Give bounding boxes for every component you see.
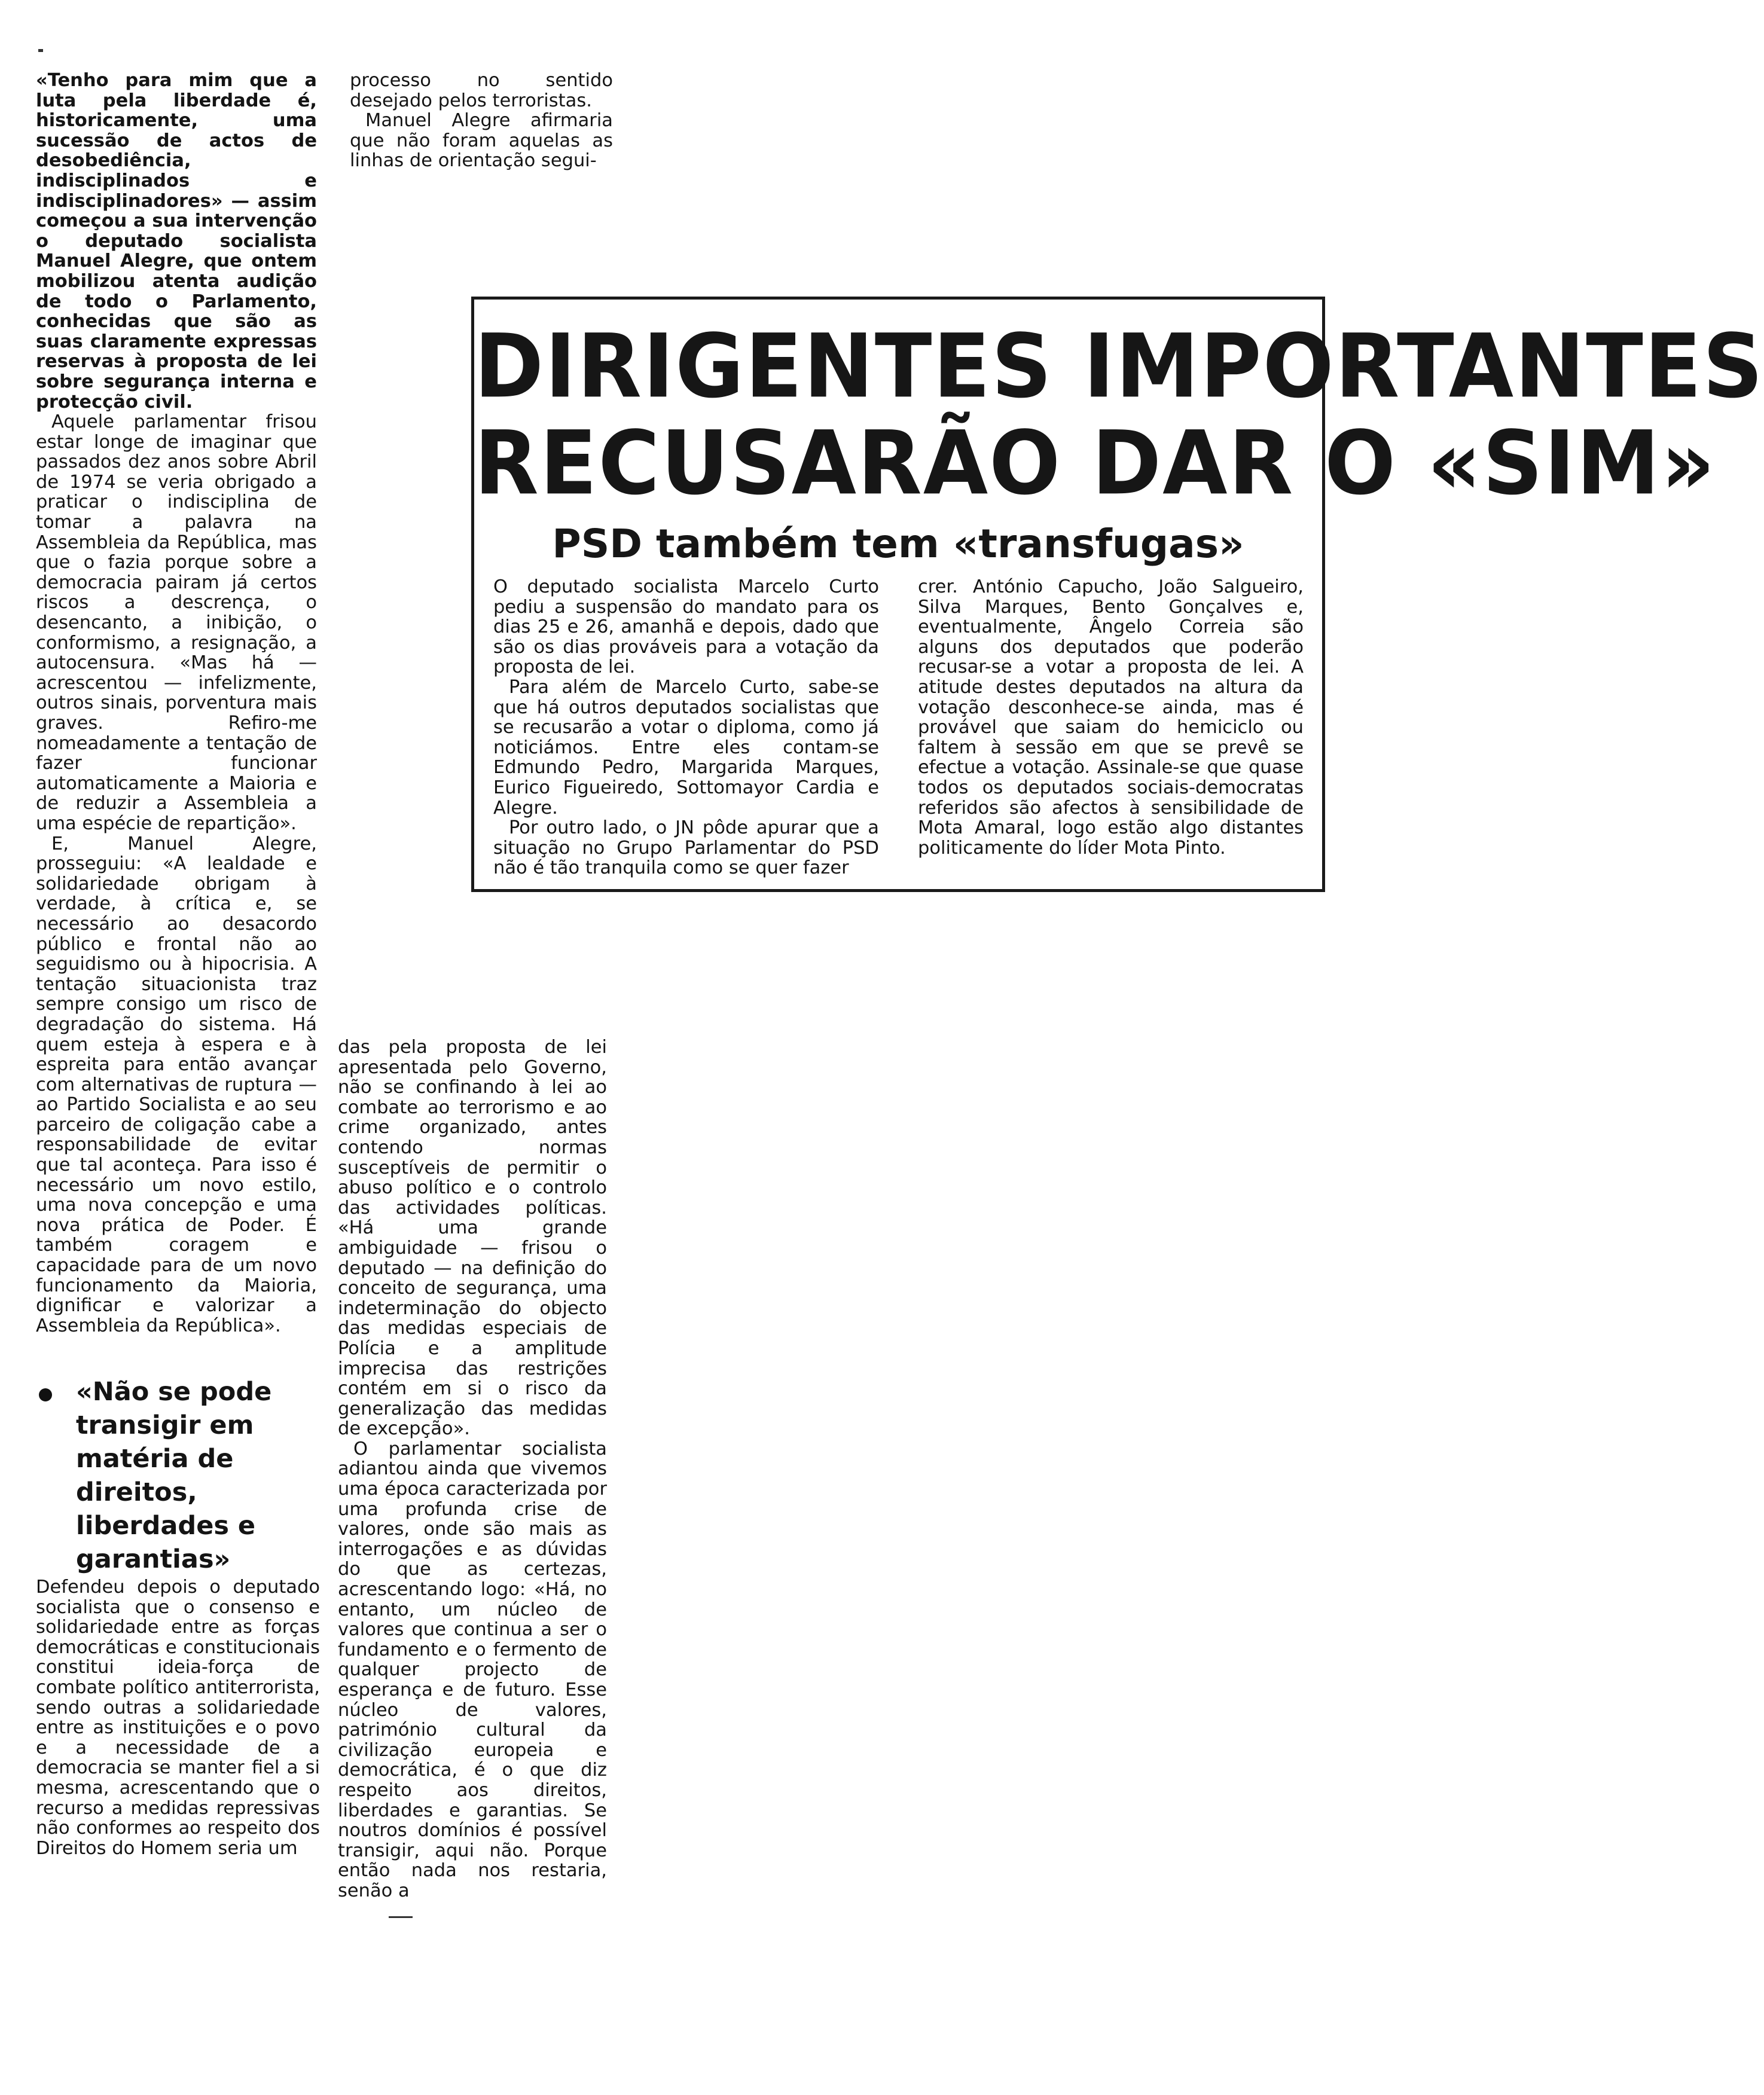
paragraph: «Tenho para mim que a luta pela liberdade é, historicamente, uma sucessão de actos de desobediência, indisciplinados e indisciplinadores» — assim começou a sua intervenção o deputado socialista Manuel Alegre, que ontem mobilizou atenta audição de todo o Parlamento, conhecidas que são as suas claramente expressas reservas à proposta de lei sobre segurança interna e protecção civil.: [36, 70, 317, 413]
paragraph: das pela proposta de lei apresentada pelo Governo, não se confinando à lei ao combate ao terrorismo e ao crime organizado, antes contendo normas susceptíveis de permitir o abuso político e o controlo das actividades políticas. «Há uma grande ambiguidade — frisou o deputado — na definição do conceito de segurança, uma indeterminação do objecto das medidas especiais de Polícia e a amplitude imprecisa das restrições contém em si o risco da generalização das medidas de excepção».: [338, 1037, 607, 1440]
subheadline: PSD também tem «transfugas»: [552, 521, 1244, 567]
boxed-article-column-left: [493, 577, 879, 878]
article-column-2-continued: [338, 1037, 607, 1901]
paragraph: Defendeu depois o deputado socialista que o consenso e solidariedade entre as forças democráticas e constitucionais constitui ideia-força de combate político antiterrorista, sendo outras a solidariedade entre as instituições e o povo e a necessidade de a democracia se manter fiel a si mesma, acrescentando que o recurso a medidas repressivas não conformes ao respeito dos Direitos do Homem seria um: [36, 1577, 320, 1859]
paragraph: Manuel Alegre afirmaria que não foram aquelas as linhas de orientação segui-: [350, 110, 613, 172]
paragraph: Aquele parlamentar frisou estar longe de imaginar que passados dez anos sobre Abril de 1974 se veria obrigado a praticar o indisciplina de tomar a palavra na Assembleia da República, mas que o fazia porque sobre a democracia pairam já certos riscos a descrença, o desencanto, a inibição, o conformismo, a resignação, a autocensura. «Mas há — acrescentou — infelizmente, outros sinais, porventura mais graves. Refiro-me nomeadamente a tentação de fazer funcionar automaticamente a Maioria e de reduzir a Assembleia a uma espécie de repartição».: [36, 411, 317, 834]
boxed-article-column-right: [918, 577, 1304, 858]
crosshead-text: «Não se pode transigir em matéria de direitos, liberdades e garantias»: [76, 1377, 272, 1574]
paragraph: E, Manuel Alegre, prosseguiu: «A lealdade e solidariedade obrigam à verdade, à crítica e, se necessário ao desacordo público e frontal não ao seguidismo ou à hipocrisia. A tentação situacionista traz sempre consigo um risco de degradação do sistema. Há quem esteja à espera e à espreita para então avançar com alternativas de ruptura — ao Partido Socialista e ao seu parceiro de coligação cabe a responsabilidade de evitar que tal aconteça. Para isso é necessário um novo estilo, uma nova concepção e uma nova prática de Poder. É também coragem e capacidade para de um novo funcionamento da Maioria, dignificar e valorizar a Assembleia da República».: [36, 833, 317, 1336]
headline-line-1: DIRIGENTES IMPORTANTES: [474, 315, 1764, 419]
scan-speck: [389, 1916, 413, 1918]
paragraph: O parlamentar socialista adiantou ainda que vivemos uma época caracterizada por uma profunda crise de valores, onde são mais as interrogações e as dúvidas do que as certezas, acrescentando logo: «Há, no entanto, um núcleo de valores que continua a ser o fundamento e o fermento de qualquer projecto de esperança e de futuro. Esse núcleo de valores, património cultural da civilização europeia e democrática, é o que diz respeito aos direitos, liberdades e garantias. Se noutros domínios é possível transigir, aqui não. Porque então nada nos restaria, senão a: [338, 1438, 607, 1901]
headline-line-2: RECUSARÃO DAR O «SIM»: [474, 412, 1716, 515]
bullet-icon: [39, 1388, 52, 1401]
paragraph: crer. António Capucho, João Salgueiro, Silva Marques, Bento Gonçalves e, eventualmente, Ângelo Correia são alguns dos deputados que poderão recusar-se a votar a proposta de lei. A atitude destes deputados na altura da votação desconhece-se ainda, mas é provável que saiam do hemiciclo ou faltem à sessão em que se prevê se efectue a votação. Assinale-se que quase todos os deputados sociais-democratas referidos são afectos à sensibilidade de Mota Amaral, logo estão algo distantes politicamente do líder Mota Pinto.: [918, 576, 1304, 859]
scan-speck: [38, 49, 43, 52]
paragraph: Por outro lado, o JN pôde apurar que a situação no Grupo Parlamentar do PSD não é tão tranquila como se quer fazer: [493, 817, 879, 879]
paragraph: processo no sentido desejado pelos terroristas.: [350, 70, 613, 111]
article-column-1: [36, 71, 317, 1336]
crosshead: [39, 1375, 302, 1576]
article-column-1-continued: [36, 1577, 320, 1858]
article-column-2-top: [350, 71, 613, 171]
paragraph: Para além de Marcelo Curto, sabe-se que há outros deputados socialistas que se recusarão a votar o diploma, como já noticiámos. Entre eles contam-se Edmundo Pedro, Margarida Marques, Eurico Figueiredo, Sottomayor Cardia e Alegre.: [493, 676, 879, 819]
paragraph: O deputado socialista Marcelo Curto pediu a suspensão do mandato para os dias 25 e 26, amanhã e depois, dado que são os dias prováveis para a votação da proposta de lei.: [493, 576, 879, 678]
boxed-article: [471, 297, 1764, 892]
